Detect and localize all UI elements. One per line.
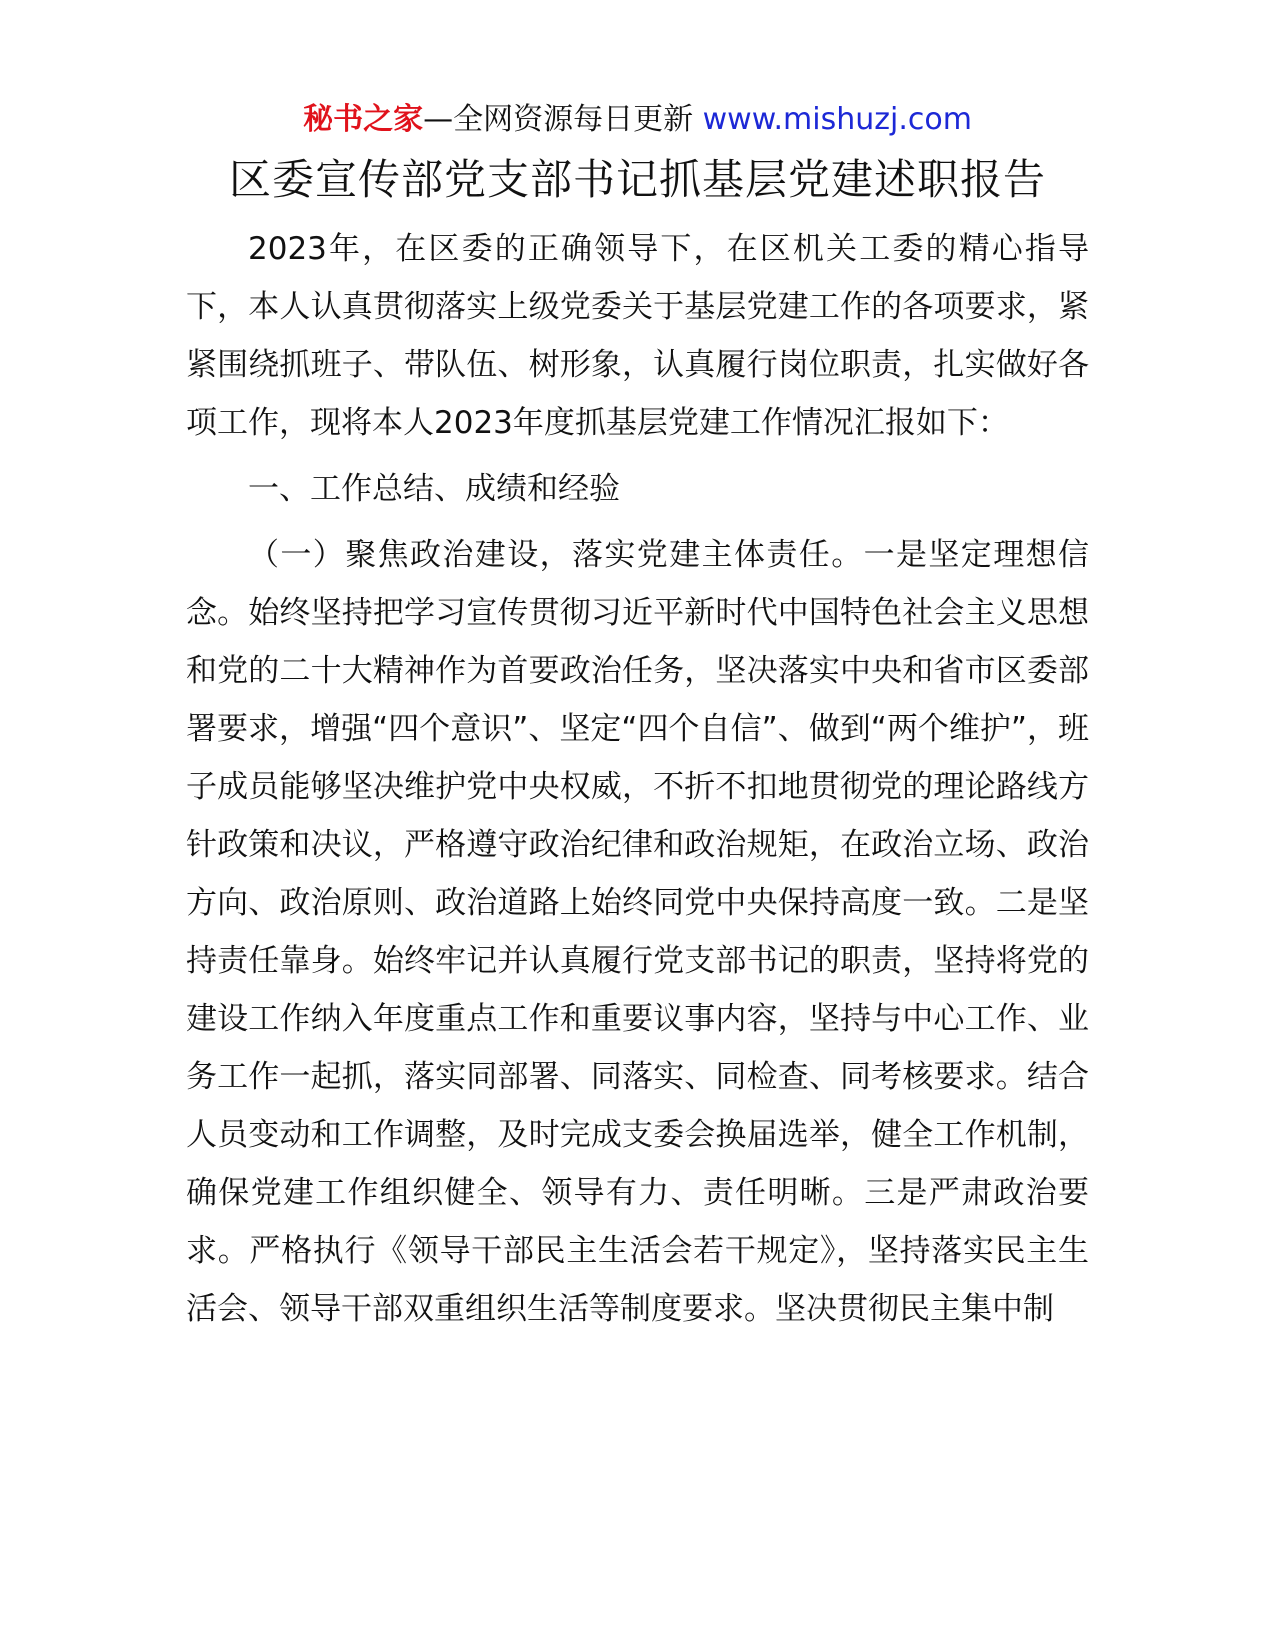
section-heading: 一、工作总结、成绩和经验 xyxy=(248,471,620,507)
banner-tagline: —全网资源每日更新 xyxy=(423,102,703,137)
brand-name: 秘书之家 xyxy=(303,102,424,137)
intro-paragraph: 2023年，在区委的正确领导下，在区机关工委的精心指导下，本人认真贯彻落实上级党委关于基层党建工作的各项要求，紧紧围绕抓班子、带队伍、树形象，认真履行岗位职责，扎实做好各项工作，现将本人2023年度抓基层党建工作情况汇报如下： xyxy=(186,231,1089,441)
body-paragraph: （一）聚焦政治建设，落实党建主体责任。一是坚定理想信念。始终坚持把学习宣传贯彻习近平新时代中国特色社会主义思想和党的二十大精神作为首要政治任务，坚决落实中央和省市区委部署要求，增强“四个意识”、坚定“四个自信”、做到“两个维护”，班子成员能够坚决维护党中央权威，不折不扣地贯彻党的理论路线方针政策和决议，严格遵守政治纪律和政治规矩，在政治立场、政治方向、政治原则、政治道路上始终同党中央保持高度一致。二是坚持责任靠身。始终牢记并认真履行党支部书记的职责，坚持将党的建设工作纳入年度重点工作和重要议事内容，坚持与中心工作、业务工作一起抓，落实同部署、同落实、同检查、同考核要求。结合人员变动和工作调整，及时完成支委会换届选举，健全工作机制，确保党建工作组织健全、领导有力、责任明晰。三是严肃政治要求。严格执行《领导干部民主生活会若干规定》，坚持落实民主生活会、领导干部双重组织生活等制度要求。坚决贯彻民主集中制 xyxy=(186,537,1089,1327)
site-url-link[interactable]: www.mishuzj.com xyxy=(702,102,972,137)
document-body xyxy=(186,220,1089,1338)
site-banner xyxy=(0,100,1275,140)
document-title: 区委宣传部党支部书记抓基层党建述职报告 xyxy=(228,155,1046,204)
